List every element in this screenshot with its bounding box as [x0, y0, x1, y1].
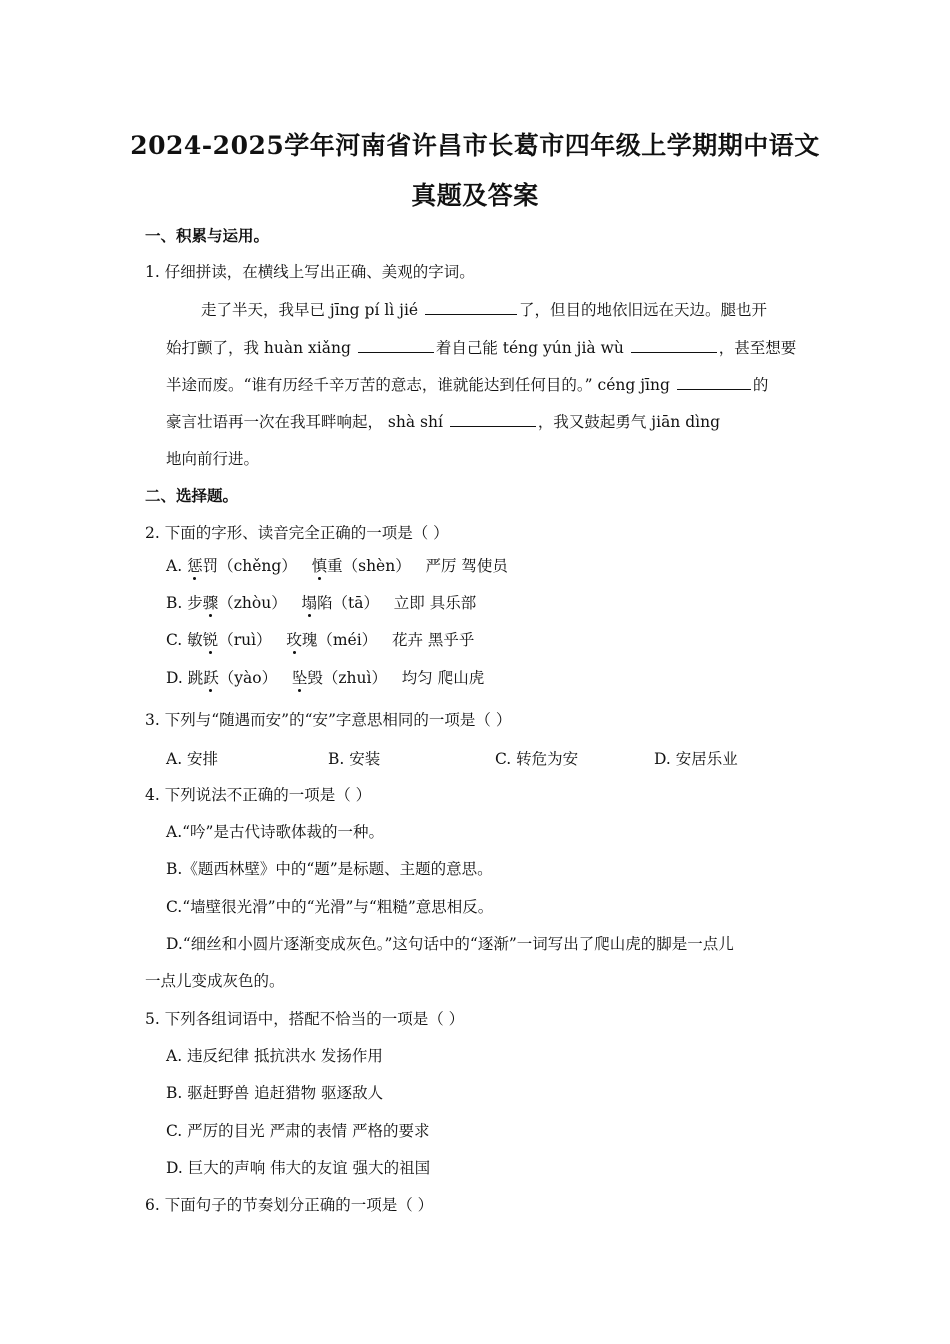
option-text: A. [166, 557, 188, 575]
q1-passage-line-3 [166, 374, 768, 395]
dotted-char: 玫 [286, 631, 302, 649]
q3-option-d[interactable]: D. 安居乐业 [654, 750, 738, 768]
option-text: （zhòu） [218, 594, 287, 612]
option-text: 瑰（méi） [301, 631, 378, 649]
q1-passage-line-2 [166, 337, 796, 358]
option-text: 严厉 驾使员 [425, 557, 508, 575]
answer-blank-2[interactable] [358, 337, 434, 353]
q5-stem: 5. 下列各组词语中，搭配不恰当的一项是（ ） [145, 1010, 465, 1028]
q6-stem: 6. 下面句子的节奏划分正确的一项是（ ） [145, 1196, 434, 1214]
q2-option-a[interactable] [166, 556, 508, 576]
option-text: （ruì） [218, 631, 272, 649]
q1-text: ，甚至想要 [718, 339, 797, 357]
option-text: 花卉 黑乎乎 [391, 631, 475, 649]
dotted-char: 慎 [311, 557, 328, 575]
q1-text: ，我又鼓起勇气 jiān dìng [537, 413, 721, 431]
dotted-char: 锐 [202, 631, 219, 649]
option-text: 罚（chěng） [202, 557, 297, 575]
q4-option-a[interactable]: A.“吟”是古代诗歌体裁的一种。 [166, 823, 384, 841]
q5-option-c[interactable]: C. 严厉的目光 严肃的表情 严格的要求 [166, 1122, 430, 1140]
option-text: 毁（zhuì） [307, 669, 387, 687]
q4-option-b[interactable]: B.《题西林壁》中的“题”是标题、主题的意思。 [166, 860, 493, 878]
q4-option-d-continued: 一点儿变成灰色的。 [145, 972, 285, 990]
q2-option-d[interactable] [166, 668, 484, 688]
option-text: C. 敏 [166, 631, 203, 649]
option-text: 重（shèn） [327, 557, 411, 575]
q1-passage-line-1 [201, 299, 767, 320]
section-heading-1: 一、积累与运用。 [145, 226, 270, 245]
q3-option-b[interactable]: B. 安装 [328, 750, 381, 768]
option-text: 陷（tā） [317, 594, 380, 612]
answer-blank-4[interactable] [677, 374, 751, 390]
dotted-char: 跃 [203, 669, 219, 687]
answer-blank-1[interactable] [425, 299, 517, 315]
q3-option-c[interactable]: C. 转危为安 [495, 750, 579, 768]
q1-text: 的 [752, 376, 769, 394]
dotted-char: 骤 [202, 594, 219, 612]
option-text: D. 跳 [166, 669, 204, 687]
q3-option-a[interactable]: A. 安排 [166, 750, 219, 768]
answer-blank-3[interactable] [631, 337, 717, 353]
dotted-char: 惩 [187, 557, 203, 575]
q5-option-d[interactable]: D. 巨大的声响 伟大的友谊 强大的祖国 [166, 1159, 431, 1177]
q1-text: 始打颤了，我 huàn xiǎng [166, 339, 351, 357]
q4-stem: 4. 下列说法不正确的一项是（ ） [145, 786, 372, 804]
q2-stem: 2. 下面的字形、读音完全正确的一项是（ ） [145, 524, 449, 542]
document-title-line-1: 2024-2025学年河南省许昌市长葛市四年级上学期期中语文 [130, 131, 820, 160]
option-text: 均匀 爬山虎 [401, 669, 485, 687]
q4-option-d[interactable]: D.“细丝和小圆片逐渐变成灰色。”这句话中的“逐渐”一词写出了爬山虎的脚是一点儿 [166, 935, 734, 953]
option-text: （yào） [218, 669, 278, 687]
q1-passage-line-4 [166, 411, 720, 432]
q1-text: 了，但目的地依旧远在天边。腿也开 [519, 301, 768, 319]
option-text: B. 步 [166, 594, 203, 612]
option-text: 立即 具乐部 [393, 594, 477, 612]
q1-text: 半途而废。“谁有历经千辛万苦的意志，谁就能达到任何目的。” céng jīng [166, 376, 670, 394]
q4-option-c[interactable]: C.“墙壁很光滑”中的“光滑”与“粗糙”意思相反。 [166, 898, 494, 916]
answer-blank-5[interactable] [450, 411, 536, 427]
q2-option-c[interactable] [166, 630, 474, 650]
q1-text: 着自己能 téng yún jià wù [435, 339, 624, 357]
q1-passage-line-5: 地向前行进。 [166, 450, 260, 468]
dotted-char: 坠 [291, 669, 308, 687]
q5-option-a[interactable]: A. 违反纪律 抵抗洪水 发扬作用 [166, 1047, 383, 1065]
q3-stem: 3. 下列与“随遇而安”的“安”字意思相同的一项是（ ） [145, 711, 512, 729]
q1-text: 豪言壮语再一次在我耳畔响起， shà shí [166, 413, 443, 431]
q2-option-b[interactable] [166, 593, 476, 613]
q1-text: 走了半天，我早已 jīng pí lì jié [201, 301, 419, 319]
q1-stem: 1. 仔细拼读，在横线上写出正确、美观的字词。 [145, 263, 475, 281]
document-title-line-2: 真题及答案 [411, 181, 539, 210]
section-heading-2: 二、选择题。 [145, 486, 239, 505]
dotted-char: 塌 [301, 594, 318, 612]
q5-option-b[interactable]: B. 驱赶野兽 追赶猎物 驱逐敌人 [166, 1084, 384, 1102]
